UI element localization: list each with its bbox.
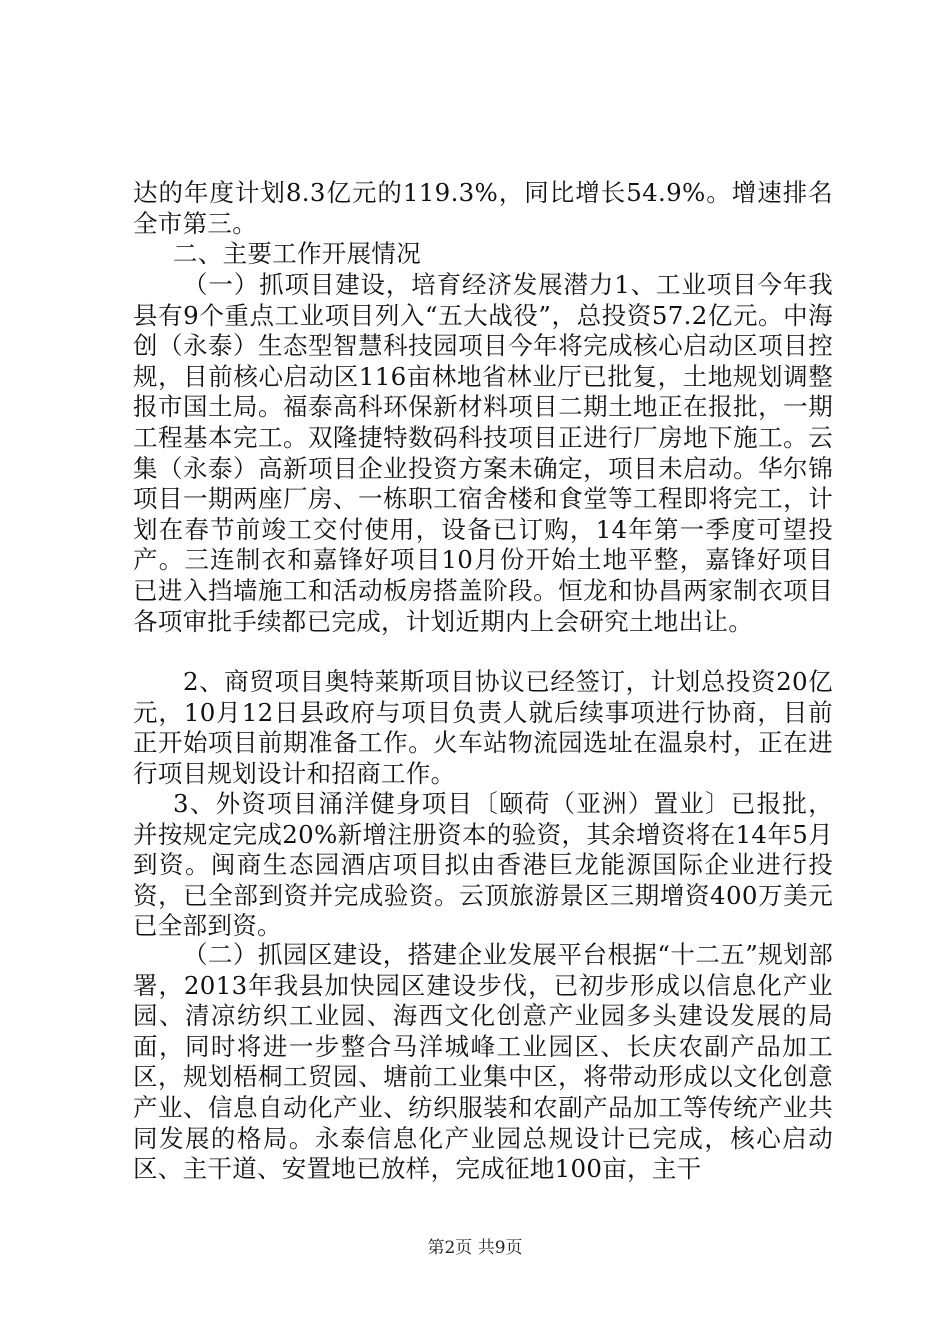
page-footer: 第2页 共9页: [427, 1238, 523, 1258]
paragraph-5: （二）抓园区建设，搭建企业发展平台根据“十二五”规划部署，2013年我县加快园区建设步伐，已初步形成以信息化产业园、清凉纺织工业园、海西文化创意产业园多头建设发展的局面，同时将进一步整合马洋城峰工业园区、长庆农副产品加工区，规划梧桐工贸园、塘前工业集中区，将带动形成以文化创意产业、信息自动化产业、纺织服装和农副产品加工等传统产业共同发展的格局。永泰信息化产业园总规设计已完成，核心启动区、主干道、安置地已放样，完成征地100亩，主干: [133, 940, 833, 1184]
paragraph-2: （一）抓项目建设，培育经济发展潜力1、工业项目今年我县有9个重点工业项目列入“五大战役”，总投资57.2亿元。中海创（永泰）生态型智慧科技园项目今年将完成核心启动区项目控规，目前核心启动区116亩林地省林业厅已批复，土地规划调整报市国土局。福泰高科环保新材料项目二期土地正在报批，一期工程基本完工。双隆捷特数码科技项目正进行厂房地下施工。云集（永泰）高新项目企业投资方案未确定，项目未启动。华尔锦项目一期两座厂房、一栋职工宿舍楼和食堂等工程即将完工，计划在春节前竣工交付使用，设备已订购，14年第一季度可望投产。三连制衣和嘉锋好项目10月份开始土地平整，嘉锋好项目已进入挡墙施工和活动板房搭盖阶段。恒龙和协昌两家制衣项目各项审批手续都已完成，计划近期内上会研究土地出让。: [133, 270, 833, 636]
paragraph-4: 3、外资项目涌洋健身项目〔颐荷（亚洲）置业〕已报批，并按规定完成20%新增注册资本的验资，其余增资将在14年5月到资。闽商生态园酒店项目拟由香港巨龙能源国际企业进行投资，已全部到资并完成验资。云顶旅游景区三期增资400万美元已全部到资。: [133, 789, 833, 941]
paragraph-1: 达的年度计划8.3亿元的119.3%，同比增长54.9%。增速排名全市第三。: [133, 178, 833, 238]
paragraph-3: 2、商贸项目奥特莱斯项目协议已经签订，计划总投资20亿元，10月12日县政府与项目负责人就后续事项进行协商，目前正开始项目前期准备工作。火车站物流园选址在温泉村，正在进行项目规划设计和招商工作。: [133, 667, 833, 788]
section-heading: 二、主要工作开展情况: [173, 239, 421, 268]
